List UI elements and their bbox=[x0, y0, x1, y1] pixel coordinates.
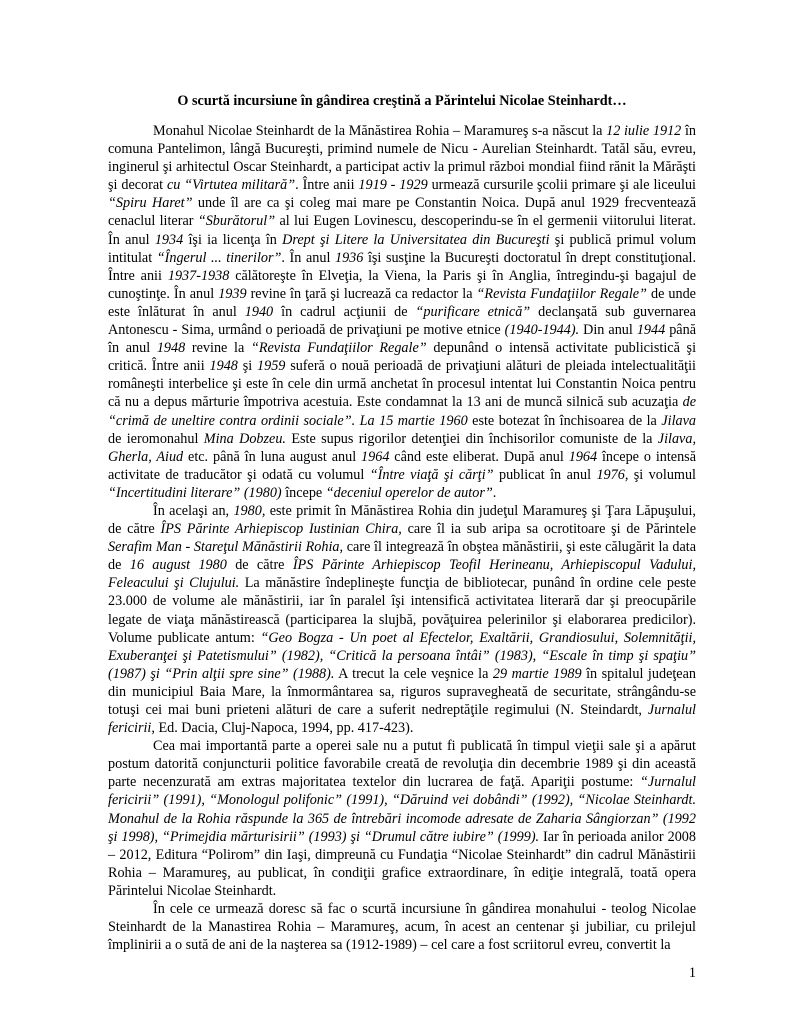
italic-text-run: 1964 bbox=[361, 448, 390, 465]
text-run: depunând o intensă activitate publicistică şi critică. Între anii bbox=[108, 340, 697, 375]
italic-text-run: “Jurnalul fericirii” (1991), “Monologul polifonic” (1991), “Dăruind vei dobândi” (1992), “Nicolae Steinhardt. Monahul de la Rohia răspunde la 365 de întrebări incomode adresate de Zaharia Sângiorzan” (1992 şi 1998), “Primejdia mărturisirii” (1993) şi “Drumul către iubire” (1999). bbox=[108, 774, 696, 845]
text-run: . În anul bbox=[281, 249, 335, 266]
text-run: îşi ia licenţa în bbox=[183, 231, 283, 248]
italic-text-run: 1936 bbox=[334, 249, 364, 266]
document-title: O scurtă incursiune în gândirea creştină a Părintelui Nicolae Steinhardt… bbox=[177, 93, 627, 109]
italic-text-run: “Incertitudini literare” (1980) bbox=[108, 484, 282, 501]
text-run: declanşată sub guvernarea Antonescu - Sima, urmând o perioadă de privaţiuni pe motive etnice bbox=[108, 303, 696, 339]
text-run: Din anul bbox=[579, 322, 637, 339]
document-body bbox=[108, 122, 696, 954]
text-run: al lui Eugen Lovinescu, descoperindu-se în el germenii viitorului literat. În anul bbox=[108, 213, 696, 248]
text-run: Monahul Nicolae Steinhardt de la Mănăstirea Rohia – Maramureş s-a născut la bbox=[153, 123, 607, 139]
italic-text-run: 1976, bbox=[596, 466, 629, 483]
text-run: este botezat în închisoarea de la bbox=[467, 412, 662, 429]
italic-text-run: 1934 bbox=[154, 231, 184, 248]
italic-text-run: (1940-1944). bbox=[504, 322, 580, 339]
text-run: În acelaşi an, bbox=[153, 502, 234, 519]
italic-text-run: “Îngerul ... tinerilor” bbox=[156, 249, 282, 266]
italic-text-run: ÎPS Părinte Arhiepiscop Iustinian Chira, bbox=[160, 521, 402, 538]
text-run: Iar în perioada anilor 2008 – 2012, Editura “Polirom” din Iaşi, dimpreună cu Fundaţia “Nicolae Steinhardt” din cadrul Mănăstirii Rohia – Maramureş, au publicat, în condiţii grafice extraordinare, în ediţie integrală, toată opera Părintelui Nicolae Steinhardt. bbox=[108, 828, 696, 899]
text-run: revine la bbox=[185, 340, 251, 357]
text-run: etc. până în luna august anul bbox=[183, 448, 362, 465]
italic-text-run: 1940 bbox=[244, 303, 274, 320]
paragraph-rohia-monastery bbox=[108, 502, 696, 737]
italic-text-run: “Geo Bogza - Un poet al Efectelor, Exaltării, Grandiosului, Solemnităţii, Exuberanţei şi Patetismului” (1982), “Critică la persoana întâi” (1983), “Escale în timp şi spaţiu” (1987) şi “Prin alţii spre sine” (1988). bbox=[108, 629, 696, 682]
text-run: în comuna Pantelimon, lângă Bucureşti, primind numele de Nicu - Aurelian Steinhardt. Tatăl său, evreu, inginerul şi arhitectul Oscar Steinhardt, a participat activ la primul război mondial fiind rănit la Mărăşti şi decorat bbox=[108, 123, 696, 194]
text-run: . bbox=[492, 484, 497, 501]
text-run: care îl integrează în obştea mănăstirii, şi este călugărit la data de bbox=[108, 539, 696, 574]
text-run: . Între anii bbox=[295, 177, 359, 194]
text-run: începe o intensă activitate de traducător şi odată cu volumul bbox=[108, 448, 697, 483]
italic-text-run: 1948 bbox=[209, 358, 238, 375]
italic-text-run: Jilava, Gherla, Aiud bbox=[108, 430, 696, 465]
italic-text-run: Mina Dobzeu. bbox=[203, 430, 286, 447]
italic-text-run: Drept şi Litere la Universitatea din Bucureşti bbox=[282, 231, 550, 248]
italic-text-run: 1959 bbox=[257, 358, 286, 375]
italic-text-run: Jilava bbox=[661, 412, 696, 429]
italic-text-run: “deceniul operelor de autor” bbox=[325, 484, 493, 501]
italic-text-run: 1919 - 1929 bbox=[358, 177, 428, 194]
paragraph-biography bbox=[108, 122, 696, 502]
italic-text-run: 1964 bbox=[568, 448, 598, 465]
italic-text-run: cu “Virtutea militară” bbox=[167, 177, 296, 194]
paragraph-introduction bbox=[108, 900, 696, 954]
italic-text-run: “purificare etnică” bbox=[415, 303, 531, 320]
italic-text-run: “Revista Fundaţiilor Regale” bbox=[476, 285, 647, 302]
italic-text-run: 29 martie 1989 bbox=[492, 665, 582, 682]
text-run: începe bbox=[281, 484, 326, 501]
text-run: îşi susţine la Bucureşti doctoratul în drept constituţional. Între anii bbox=[108, 249, 697, 284]
text-run: este primit în Mănăstirea Rohia din judeţul Maramureş şi Ţara Lăpuşului, de către bbox=[108, 502, 696, 538]
italic-text-run: Jurnalul fericirii bbox=[108, 702, 696, 737]
text-run: şi publică primul volum intitulat bbox=[108, 231, 696, 266]
text-run: Cea mai importantă parte a operei sale nu a putut fi publicată în timpul vieţii sale şi a apărut postum datorită conjuncturii politice favorabile creată de revoluţia din decembrie 1989 şi din această parte necenzurată am extras majoritatea textelor din lucrarea de faţă. Apariţii postume: bbox=[108, 738, 696, 791]
text-run: În cele ce urmează doresc să fac o scurtă incursiune în gândirea monahului - teolog Nicolae Steinhardt de la Manastirea Rohia – Maramureş, acum, în acest an centenar şi jubiliar, cu prilejul împlinirii a o sută de ani de la naşterea sa (1912-1989) – cel care a fost scriitorul evreu, convertit la bbox=[108, 901, 696, 954]
italic-text-run: 12 iulie 1912 bbox=[606, 123, 682, 139]
text-run: publicat în anul bbox=[493, 466, 597, 483]
paragraph-posthumous-works bbox=[108, 737, 696, 900]
italic-text-run: 1944 bbox=[636, 322, 666, 339]
italic-text-run: 1939 bbox=[218, 285, 247, 302]
text-run: de unde este înlăturat în anul bbox=[108, 285, 696, 320]
italic-text-run: 1948 bbox=[156, 340, 186, 357]
text-run: când este eliberat. După anul bbox=[389, 448, 569, 465]
text-run: de ieromonahul bbox=[108, 430, 204, 447]
text-run: până în anul bbox=[108, 322, 696, 357]
text-run: de către bbox=[226, 557, 293, 574]
text-run: în spitalul judeţean din municipiul Baia Mare, la înmormântarea sa, riguros supravegheată de securitate, strângându-se totuşi cei mai buni prieteni alături de care a suferit nedreptăţile regimului (N. Steindardt, bbox=[108, 665, 696, 718]
text-run: şi volumul bbox=[628, 466, 696, 483]
text-run: suferă o nouă perioadă de privaţiuni alături de pleiada intelectualităţii româneşti interbelice şi este în cele din urmă anchetat în procesul intentat lui Constantin Noica pentru că nu a depus mărturie împotriva acestuia. Este condamnat la 13 ani de muncă silnică sub acuzaţia bbox=[108, 358, 696, 411]
page-number: 1 bbox=[688, 965, 696, 981]
italic-text-run: Serafim Man - Stareţul Mănăstirii Rohia, bbox=[108, 539, 344, 556]
text-run: şi bbox=[237, 358, 257, 375]
text-run: care îl ia sub aripa sa ocrotitoare şi de Părintele bbox=[401, 521, 696, 538]
text-run: A trecut la cele veşnice la bbox=[334, 665, 493, 682]
italic-text-run: 1937-1938 bbox=[167, 267, 230, 284]
italic-text-run: de “crimă de uneltire contra ordinii sociale”. La 15 martie 1960 bbox=[108, 394, 696, 429]
italic-text-run: “Spiru Haret” bbox=[108, 195, 193, 212]
text-run: revine în ţară şi lucrează ca redactor la bbox=[246, 285, 477, 302]
italic-text-run: ÎPS Părinte Arhiepiscop Teofil Herineanu, Arhiepiscopul Vadului, Feleacului şi Clujului. bbox=[108, 557, 696, 592]
text-run: La mănăstire îndeplineşte funcţia de bibliotecar, punând în ordine cele peste 23.000 de volume ale mănăstirii, iar în paralel îşi intensifică activitatea literară dar şi preocupările legate de viaţa mănăstirească (participarea la slujbă, povăţuirea pelerinilor şi elaborarea predicilor). Volume publicate antum: bbox=[108, 575, 696, 646]
text-run: unde îl are ca şi coleg mai mare pe Constantin Noica. După anul 1929 frecventează cenaclul literar bbox=[108, 195, 696, 230]
text-run: călătoreşte în Elveţia, la Viena, la Paris şi în Anglia, întregindu-şi bagajul de cunoştinţe. În anul bbox=[108, 267, 696, 302]
italic-text-run: 1980, bbox=[233, 502, 266, 519]
italic-text-run: 16 august 1980 bbox=[129, 557, 227, 574]
italic-text-run: “Sburătorul” bbox=[197, 213, 276, 230]
italic-text-run: “Între viaţă şi cărţi” bbox=[369, 466, 494, 483]
italic-text-run: “Revista Fundaţiilor Regale” bbox=[250, 340, 427, 357]
text-run: , Ed. Dacia, Cluj-Napoca, 1994, pp. 417-423). bbox=[151, 720, 414, 737]
text-run: în cadrul acţiunii de bbox=[273, 303, 416, 320]
text-run: urmează cursurile şcolii primare şi ale liceului bbox=[427, 177, 696, 194]
text-run: Este supus rigorilor detenţiei din închisorilor comuniste de la bbox=[285, 430, 658, 447]
